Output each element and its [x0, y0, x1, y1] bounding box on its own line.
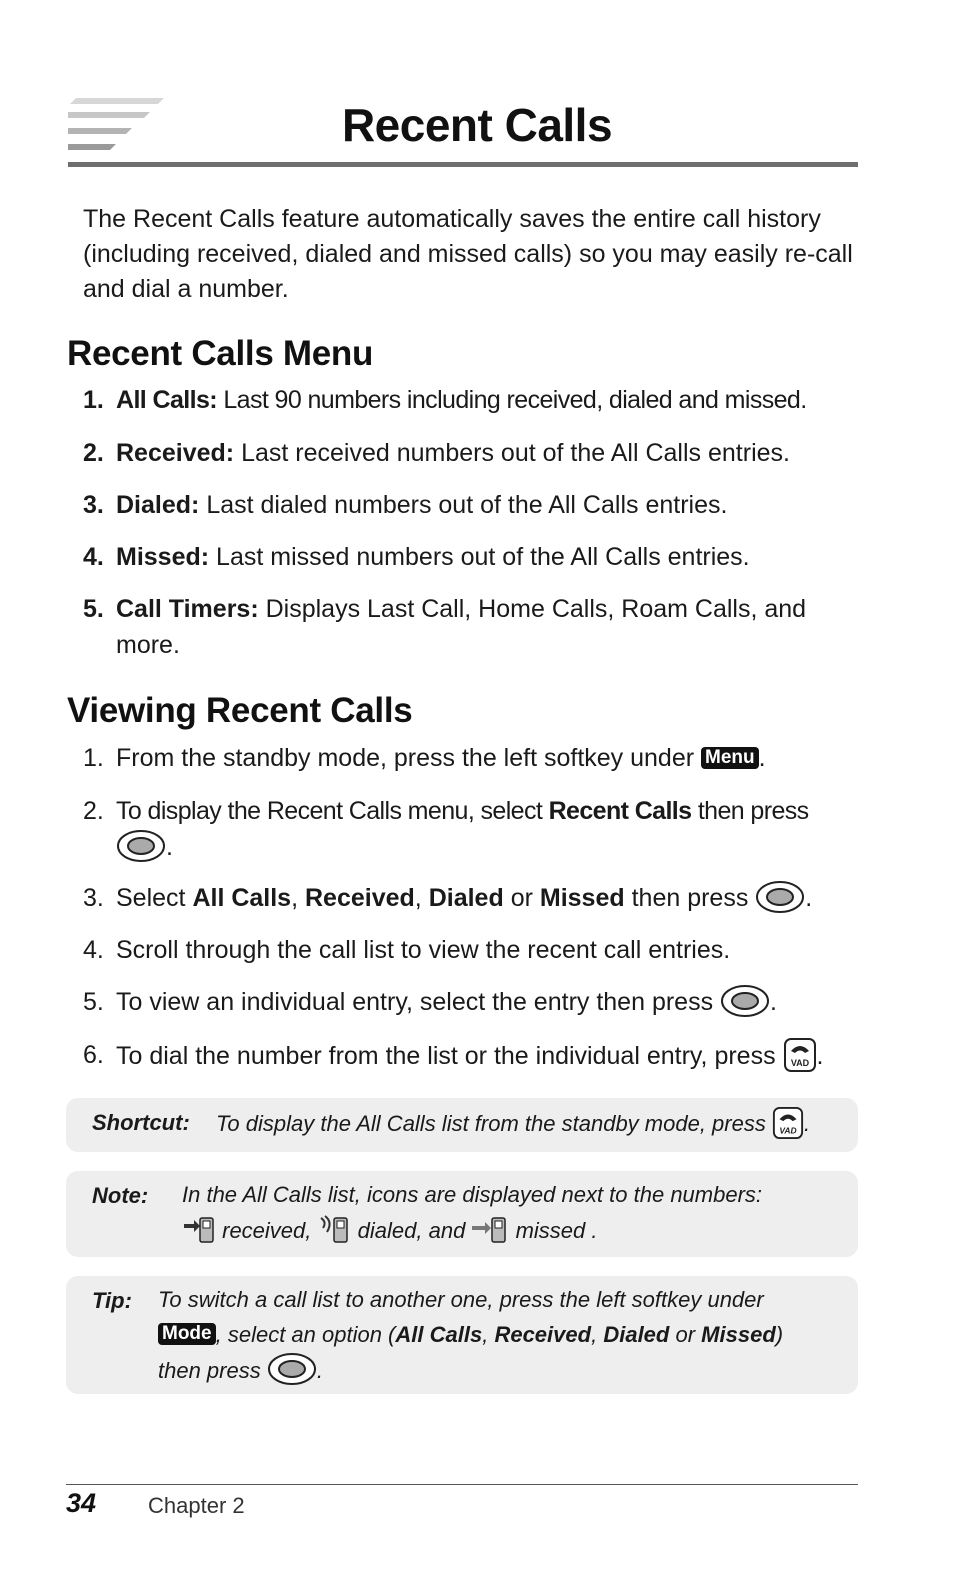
- step-text: To dial the number from the list or the individual entry, press: [116, 1042, 776, 1070]
- tip-term: Dialed: [603, 1322, 670, 1347]
- list-item: [83, 880, 848, 916]
- item-desc: Last 90 numbers including received, dialed and missed.: [223, 386, 807, 414]
- list-item: [83, 793, 848, 865]
- step-term: Dialed: [428, 884, 504, 912]
- step-number: 3.: [83, 884, 104, 912]
- item-term: Dialed:: [116, 491, 200, 519]
- item-desc: Last dialed numbers out of the All Calls entries.: [206, 491, 728, 519]
- dialed-call-icon: [318, 1214, 352, 1246]
- item-number: 2.: [83, 439, 104, 467]
- item-desc: Displays Last Call, Home Calls, Roam Calls, and more.: [116, 595, 807, 659]
- item-number: 5.: [83, 595, 104, 623]
- list-item: [83, 740, 848, 776]
- page-number: 34: [66, 1488, 97, 1518]
- step-number: 6.: [83, 1041, 104, 1069]
- tip-term: Missed: [701, 1322, 776, 1347]
- step-text-end: .: [805, 884, 813, 912]
- tip-separator: ,: [482, 1322, 489, 1347]
- intro-paragraph: The Recent Calls feature automatically saves the entire call history (including received, dialed and missed calls) so you may easily re-call and dial a number.: [83, 205, 853, 303]
- tip-separator: or: [675, 1322, 696, 1347]
- step-text-end: .: [758, 744, 766, 772]
- tip-paren: ): [775, 1322, 784, 1347]
- step-text-end: .: [816, 1042, 824, 1070]
- tip-label: Tip:: [92, 1288, 132, 1313]
- received-text: received,: [222, 1218, 312, 1243]
- ok-key-icon: [720, 984, 770, 1018]
- list-item: [83, 487, 848, 523]
- shortcut-text: To display the All Calls list from the standby mode, press: [216, 1111, 766, 1136]
- note-line-1: In the All Calls list, icons are displayed next to the numbers:: [182, 1182, 763, 1207]
- received-call-icon: [182, 1214, 216, 1246]
- tip-term: Received: [494, 1322, 592, 1347]
- ok-key-icon: [755, 880, 805, 914]
- tip-text: then press: [158, 1358, 261, 1383]
- step-text: Select: [116, 884, 186, 912]
- list-item: [83, 932, 848, 968]
- ok-key-icon: [116, 829, 166, 863]
- list-item: [83, 539, 848, 575]
- item-term: Call Timers:: [116, 595, 259, 623]
- step-text: From the standby mode, press the left softkey under: [116, 744, 695, 772]
- shortcut-box: [66, 1098, 858, 1152]
- missed-call-icon: [471, 1214, 509, 1246]
- shortcut-end: .: [803, 1111, 811, 1136]
- step-number: 1.: [83, 744, 104, 772]
- step-number: 5.: [83, 988, 104, 1016]
- send-vad-key-icon: [783, 1037, 817, 1073]
- list-item: [83, 591, 848, 663]
- section-heading-viewing: Viewing Recent Calls: [67, 691, 413, 730]
- item-term: All Calls:: [116, 386, 217, 414]
- tip-text: , select an option (: [215, 1322, 396, 1347]
- item-term: Missed:: [116, 543, 210, 571]
- step-text-end: .: [166, 833, 173, 861]
- step-number: 4.: [83, 936, 104, 964]
- item-number: 4.: [83, 543, 104, 571]
- vad-label: VAD: [779, 1125, 797, 1136]
- step-term: Received: [305, 884, 415, 912]
- step-term: All Calls: [192, 884, 292, 912]
- step-text-end: .: [770, 988, 777, 1016]
- tip-separator: ,: [591, 1322, 598, 1347]
- step-term: Recent Calls: [548, 797, 692, 825]
- title-rule: [68, 162, 858, 167]
- chapter-label: Chapter 2: [148, 1493, 245, 1518]
- note-box: [66, 1171, 858, 1257]
- item-number: 1.: [83, 386, 104, 414]
- tip-box: [66, 1276, 858, 1394]
- item-desc: Last received numbers out of the All Calls entries.: [241, 439, 790, 467]
- tip-term: All Calls: [395, 1322, 483, 1347]
- step-text: then press: [631, 884, 749, 912]
- step-text: To view an individual entry, select the entry then press: [116, 988, 714, 1016]
- step-text: To display the Recent Calls menu, select: [116, 797, 543, 825]
- missed-text: missed .: [515, 1218, 598, 1243]
- page-title: Recent Calls: [341, 99, 613, 151]
- list-item: [83, 984, 848, 1020]
- item-desc: Last missed numbers out of the All Calls entries.: [216, 543, 750, 571]
- footer-rule: [66, 1484, 858, 1485]
- list-item: [83, 382, 848, 418]
- step-separator: ,: [291, 884, 299, 912]
- step-text: then press: [697, 797, 809, 825]
- ok-key-icon: [267, 1352, 317, 1386]
- menu-softkey-label: Menu: [701, 747, 759, 769]
- step-separator: ,: [414, 884, 422, 912]
- section-heading-menu: Recent Calls Menu: [67, 334, 374, 373]
- send-vad-key-icon: [772, 1106, 804, 1140]
- dialed-text: dialed, and: [357, 1218, 466, 1243]
- item-term: Received:: [116, 439, 235, 467]
- note-label: Note:: [92, 1183, 149, 1208]
- mode-softkey-label: Mode: [158, 1323, 216, 1345]
- step-text: Scroll through the call list to view the recent call entries.: [116, 936, 731, 964]
- tip-end: .: [316, 1358, 323, 1383]
- step-separator: or: [510, 884, 533, 912]
- step-number: 2.: [83, 797, 104, 825]
- step-term: Missed: [539, 884, 625, 912]
- list-item: [83, 1037, 848, 1074]
- vad-label: VAD: [790, 1058, 809, 1068]
- list-item: [83, 435, 848, 471]
- shortcut-label: Shortcut:: [92, 1110, 190, 1135]
- tip-line-1: To switch a call list to another one, press the left softkey under: [158, 1287, 764, 1312]
- item-number: 3.: [83, 491, 104, 519]
